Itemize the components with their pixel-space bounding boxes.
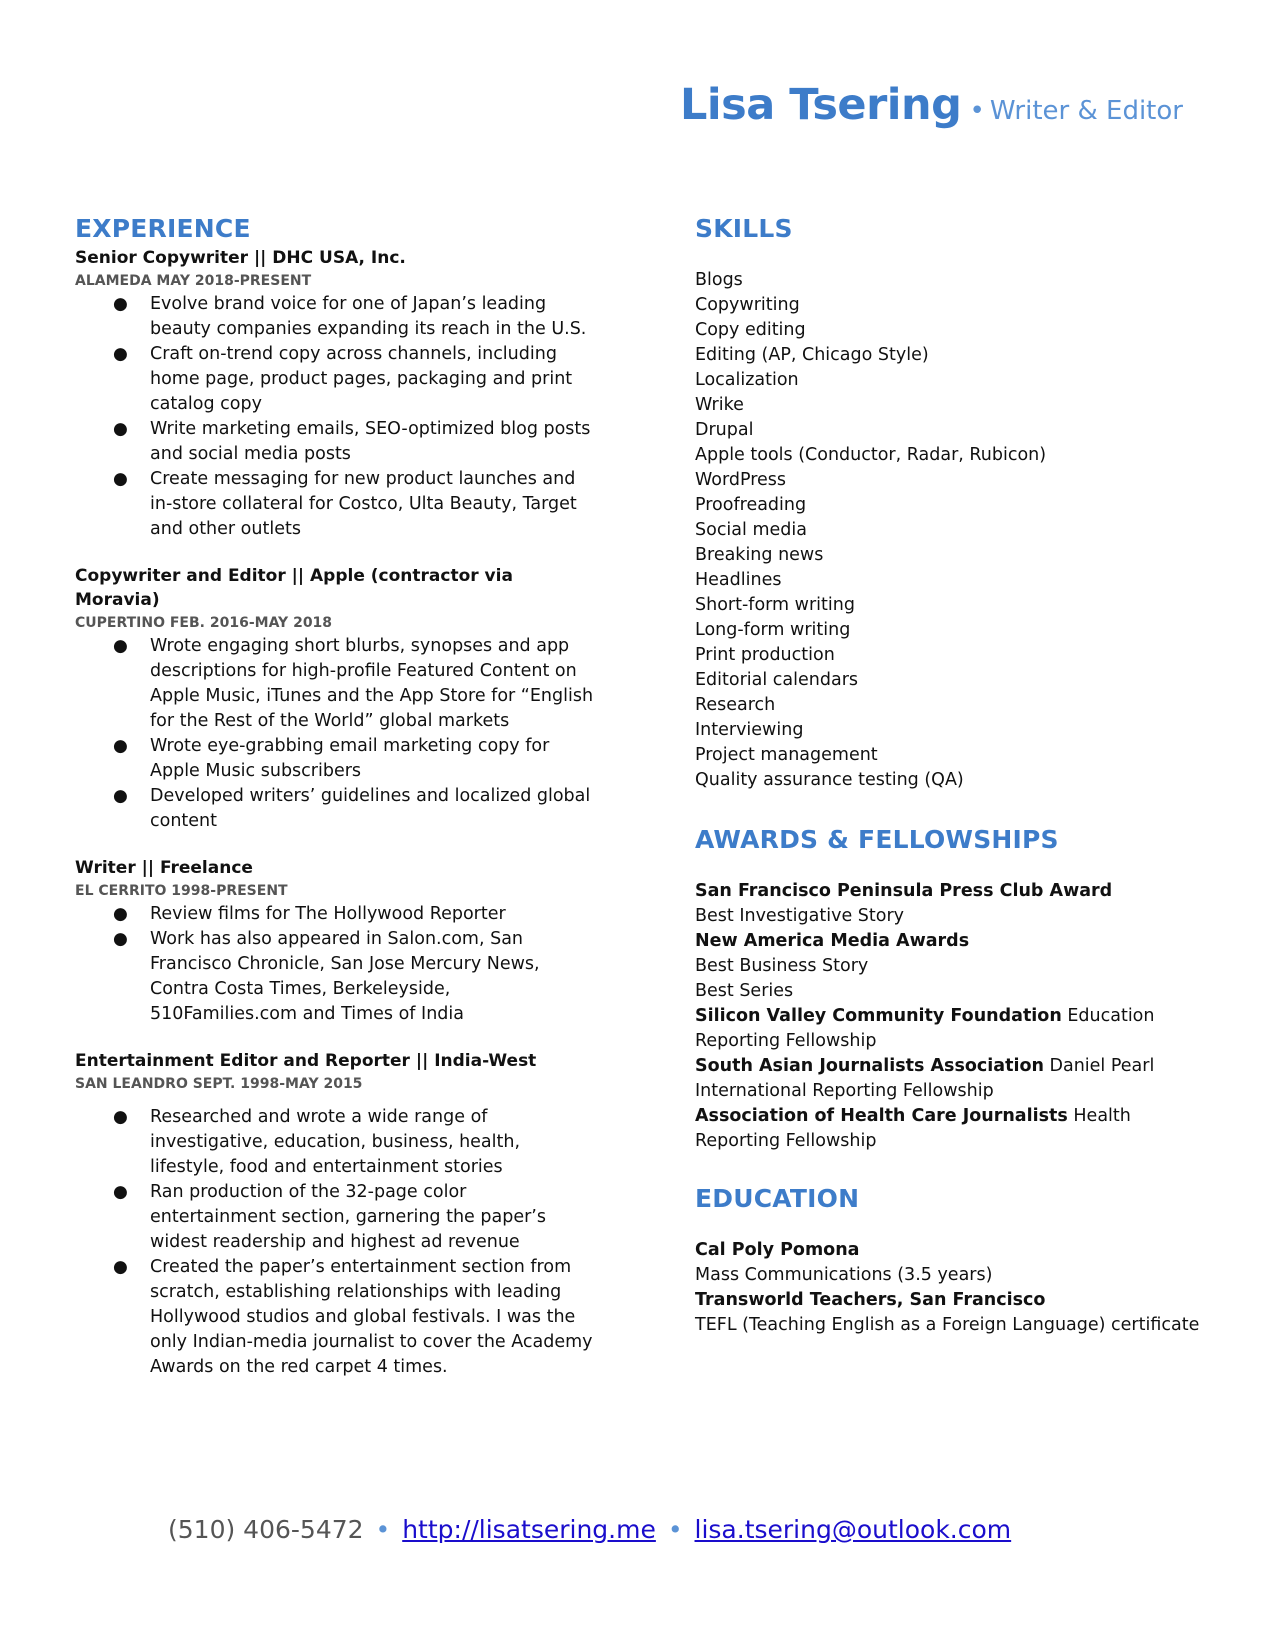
skill-item: WordPress [695,470,787,490]
award-detail: Best Business Story [695,956,869,976]
school-name: Transworld Teachers, San Francisco [695,1290,1046,1310]
bullet-icon: ● [113,344,128,364]
job-location-dates: CUPERTINO FEB. 2016-MAY 2018 [75,615,333,631]
job-bullets [75,292,595,542]
bullet-text: Work has also appeared in Salon.com, San Francisco Chronicle, San Jose Mercury News, Contra Costa Times, Berkeleyside, 510Families.com and Times of India [150,929,540,1024]
award-entry [695,1004,1215,1054]
footer-separator: • [667,1515,683,1544]
job-bullets [75,634,595,834]
footer-separator: • [375,1515,391,1544]
email-link[interactable]: lisa.tsering@outlook.com [694,1515,1012,1544]
skill-item: Headlines [695,570,782,590]
experience-heading: EXPERIENCE [75,214,251,243]
award-name: New America Media Awards [695,931,970,951]
bullet-item [75,1255,595,1380]
award-detail: Best Investigative Story [695,906,905,926]
skill-item: Editorial calendars [695,670,859,690]
skill-item: Long-form writing [695,620,851,640]
school-detail: Mass Communications (3.5 years) [695,1265,993,1285]
bullet-item [75,902,595,927]
school-name: Cal Poly Pomona [695,1240,860,1260]
bullet-icon: ● [113,929,128,949]
award-name: San Francisco Peninsula Press Club Award [695,881,1113,901]
skill-item: Proofreading [695,495,807,515]
job-bullets [75,902,595,1027]
bullet-text: Wrote eye-grabbing email marketing copy for Apple Music subscribers [150,736,550,781]
skill-item: Editing (AP, Chicago Style) [695,345,929,365]
bullet-item [75,734,595,784]
bullet-text: Review films for The Hollywood Reporter [150,904,506,924]
skills-heading: SKILLS [695,214,793,243]
bullet-item [75,1180,595,1255]
skill-item: Short-form writing [695,595,855,615]
award-entry [695,1054,1215,1104]
bullet-icon: ● [113,1107,128,1127]
resume-header [680,80,1183,130]
awards-list [695,879,1215,1154]
bullet-icon: ● [113,419,128,439]
sidebar-column [695,212,1215,1338]
education-list [695,1238,1215,1338]
bullet-icon: ● [113,294,128,314]
award-entry [695,1104,1215,1154]
job-title: Copywriter and Editor || Apple (contractor via Moravia) [75,566,513,610]
bullet-text: Developed writers’ guidelines and localized global content [150,786,591,831]
bullet-icon: ● [113,786,128,806]
bullet-item [75,634,595,734]
award-detail: Education Reporting Fellowship [695,1006,1155,1051]
skill-item: Blogs [695,270,743,290]
bullet-item [75,784,595,834]
job-entry [75,1049,595,1380]
job-bullets [75,1105,595,1380]
bullet-item [75,342,595,417]
skill-item: Copy editing [695,320,806,340]
skill-item: Localization [695,370,799,390]
award-detail: Daniel Pearl International Reporting Fellowship [695,1056,1155,1101]
job-entry [75,564,595,834]
bullet-icon: ● [113,1257,128,1277]
bullet-text: Ran production of the 32-page color entertainment section, garnering the paper’s widest readership and highest ad revenue [150,1182,546,1252]
skill-item: Breaking news [695,545,824,565]
skill-item: Print production [695,645,835,665]
phone-number: (510) 406-5472 [168,1515,364,1544]
skill-item: Interviewing [695,720,804,740]
website-link[interactable]: http://lisatsering.me [402,1515,656,1544]
job-location-dates: ALAMEDA MAY 2018-PRESENT [75,273,312,289]
bullet-icon: ● [113,736,128,756]
bullet-text: Write marketing emails, SEO-optimized blog posts and social media posts [150,419,591,464]
bullet-item [75,417,595,467]
experience-column [75,212,595,1402]
bullet-icon: ● [113,469,128,489]
skill-item: Quality assurance testing (QA) [695,770,964,790]
award-name: Silicon Valley Community Foundation [695,1006,1062,1026]
job-entry [75,246,595,542]
header-separator: • [969,96,985,126]
bullet-item [75,927,595,1027]
skill-item: Wrike [695,395,744,415]
bullet-text: Evolve brand voice for one of Japan’s leading beauty companies expanding its reach in the U.S. [150,294,587,339]
bullet-text: Craft on-trend copy across channels, including home page, product pages, packaging and print catalog copy [150,344,573,414]
award-name: South Asian Journalists Association [695,1056,1044,1076]
skill-item: Copywriting [695,295,800,315]
bullet-text: Wrote engaging short blurbs, synopses and app descriptions for high-profile Featured Content on Apple Music, iTunes and the App Store for “English for the Rest of the World” global markets [150,636,594,731]
skills-list [695,268,1215,793]
skill-item: Drupal [695,420,754,440]
education-heading: EDUCATION [695,1184,860,1213]
bullet-item [75,467,595,542]
award-detail: Health Reporting Fellowship [695,1106,1131,1151]
skill-item: Research [695,695,776,715]
job-title: Entertainment Editor and Reporter || India-West [75,1051,537,1071]
bullet-icon: ● [113,1182,128,1202]
bullet-text: Created the paper’s entertainment section from scratch, establishing relationships with leading Hollywood studios and global festivals. I was the only Indian-media journalist to cover the Academy Awards on the red carpet 4 times. [150,1257,593,1377]
bullet-icon: ● [113,904,128,924]
skill-item: Project management [695,745,878,765]
bullet-item [75,1105,595,1180]
job-location-dates: EL CERRITO 1998-PRESENT [75,883,288,899]
candidate-name: Lisa Tsering [680,80,962,130]
bullet-item [75,292,595,342]
bullet-icon: ● [113,636,128,656]
contact-footer [168,1515,1011,1544]
awards-heading: AWARDS & FELLOWSHIPS [695,825,1059,854]
award-detail: Best Series [695,981,794,1001]
job-location-dates: SAN LEANDRO SEPT. 1998-MAY 2015 [75,1076,363,1092]
skill-item: Social media [695,520,807,540]
job-title: Writer || Freelance [75,858,253,878]
job-title: Senior Copywriter || DHC USA, Inc. [75,248,406,268]
school-detail: TEFL (Teaching English as a Foreign Language) certificate [695,1315,1200,1335]
bullet-text: Researched and wrote a wide range of investigative, education, business, health, lifestyle, food and entertainment stories [150,1107,521,1177]
bullet-text: Create messaging for new product launches and in-store collateral for Costco, Ulta Beauty, Target and other outlets [150,469,577,539]
award-name: Association of Health Care Journalists [695,1106,1068,1126]
job-entry [75,856,595,1027]
candidate-tagline: Writer & Editor [989,96,1183,126]
skill-item: Apple tools (Conductor, Radar, Rubicon) [695,445,1047,465]
